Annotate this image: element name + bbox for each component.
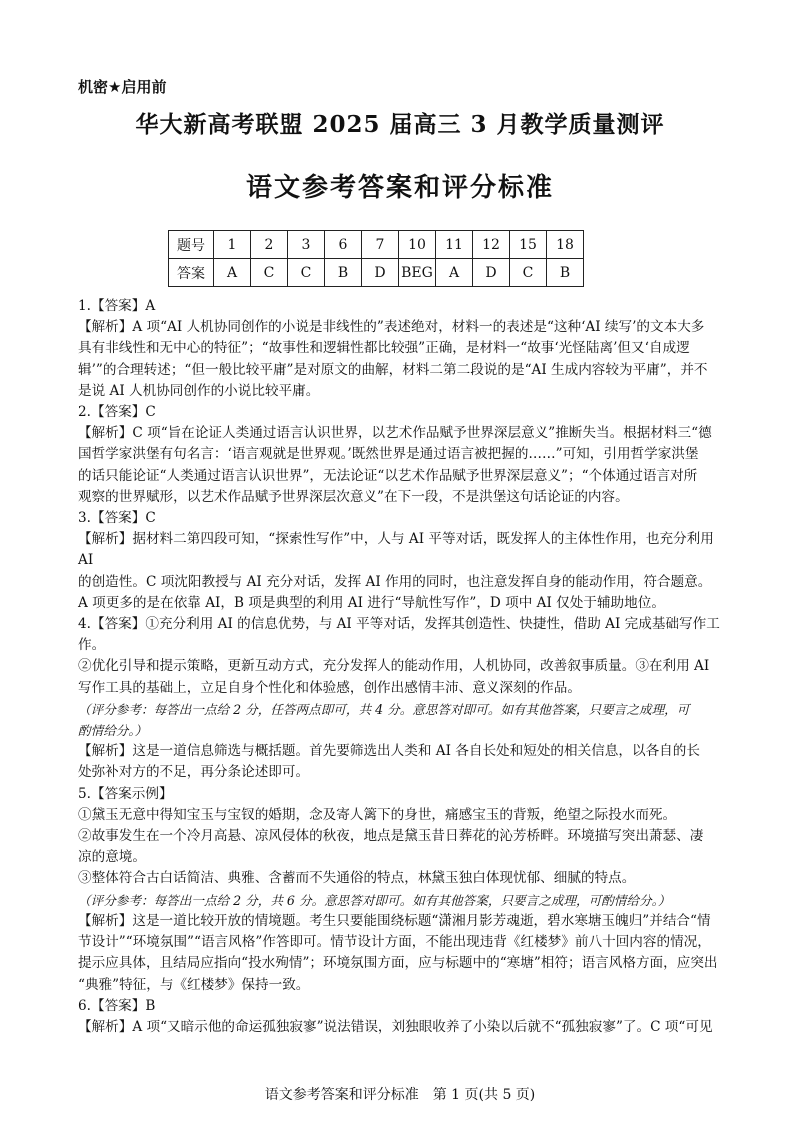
question-number: 15	[510, 231, 547, 259]
question-number: 6	[325, 231, 362, 259]
question-number: 18	[547, 231, 584, 259]
exam-title: 华大新高考联盟 2025 届高三 3 月教学质量测评	[135, 111, 665, 138]
text-line: 处弥补对方的不足，再分条论述即可。	[78, 764, 310, 781]
scoring-note: （评分参考：每答出一点给 2 分，共 6 分。意思答对即可。如有其他答案，只要言之成理，可酌情给分。）	[78, 892, 671, 908]
answer-cell: C	[510, 259, 547, 287]
scoring-note: 酌情给分。）	[78, 723, 148, 739]
answer-cell: C	[251, 259, 288, 287]
question-number: 7	[362, 231, 399, 259]
text-line: 的创造性。C 项沈阳教授与 AI 充分对话，发挥 AI 作用的同时，也注意发挥自身的能动作用，符合题意。	[78, 573, 712, 590]
answer-cell: B	[325, 259, 362, 287]
text-line: 【解析】A 项“又暗示他的命运孤独寂寥”说法错误，刘独眼收养了小染以后就不“孤独寂寥”了。C 项“可见	[78, 1018, 713, 1035]
answer-cell: A	[436, 259, 473, 287]
text-line: ②故事发生在一个冷月高悬、凉风侵体的秋夜，地点是黛玉昔日葬花的沁芳桥畔。环境描写突出萧瑟、凄	[78, 828, 704, 845]
question-number: 10	[399, 231, 436, 259]
question-number: 3	[288, 231, 325, 259]
answer-cell: B	[547, 259, 584, 287]
text-line: 【解析】C 项“旨在论证人类通过语言认识世界，以艺术作品赋予世界深层意义”推断失当。根据材料三“德	[78, 425, 712, 442]
text-line: 节设计”“环境氛围”“语言风格”作答即可。情节设计方面，不能出现违背《红楼梦》前八十回内容的情况，	[78, 934, 711, 951]
text-line: 【解析】A 项“AI 人机协同创作的小说是非线性的”表述绝对，材料一的表述是“这种‘AI 续写’的文本大多	[78, 319, 705, 336]
text-line: 国哲学家洪堡有句名言：‘语言观就是世界观。’既然世界是通过语言被把握的……”可知，引用哲学家洪堡	[78, 446, 699, 463]
text-line: 2.【答案】C	[78, 404, 156, 421]
answer-cell: BEG	[399, 259, 436, 287]
answer-table	[168, 230, 584, 287]
confidential-label: 机密★启用前	[78, 78, 167, 96]
text-line: 具有非线性和无中心的特征”；“故事性和逻辑性都比较强”正确，是材料一“故事‘光怪陆离’但又‘自成逻	[78, 340, 690, 357]
document-subtitle: 语文参考答案和评分标准	[245, 173, 554, 203]
text-line: 【解析】这是一道比较开放的情境题。考生只要能围绕标题“潇湘月影芳魂逝，碧水寒塘玉魄归”并结合“情	[78, 912, 711, 929]
text-line: 是说 AI 人机协同创作的小说比较平庸。	[78, 382, 320, 399]
text-line: 辑’”的合理转述；“但一般比较平庸”是对原文的曲解，材料二第二段说的是“AI 生成内容较为平庸”，并不	[78, 361, 708, 378]
text-line: 3.【答案】C	[78, 510, 156, 527]
text-line: ③整体符合古白话简洁、典雅、含蓄而不失通俗的特点，林黛玉独白体现忧郁、细腻的特点。	[78, 870, 636, 887]
answer-cell: C	[288, 259, 325, 287]
answer-cell: A	[214, 259, 251, 287]
text-line: ①黛玉无意中得知宝玉与宝钗的婚期，念及寄人篱下的身世，痛感宝玉的背叛，绝望之际投水而死。	[78, 806, 677, 823]
question-number: 12	[473, 231, 510, 259]
question-number: 2	[251, 231, 288, 259]
text-line: 写作工具的基础上，立足自身个性化和体验感，创作出感情丰沛、意义深刻的作品。	[78, 679, 581, 696]
text-line: 【解析】这是一道信息筛选与概括题。首先要筛选出人类和 AI 各自长处和短处的相关信息，以各自的长	[78, 743, 700, 760]
text-line: “典雅”特征，与《红楼梦》保持一致。	[78, 976, 310, 993]
page-footer: 语文参考答案和评分标准 第 1 页(共 5 页)	[264, 1087, 536, 1103]
text-line: 的话只能论证“人类通过语言认识世界”，无法论证“以艺术作品赋予世界深层意义”；“个体通过语言对所	[78, 467, 698, 484]
answer-table-number-row	[169, 231, 584, 259]
answer-explanations	[78, 296, 728, 1038]
text-line: 4.【答案】①充分利用 AI 的信息优势，与 AI 平等对话，发挥其创造性、快捷性，借助 AI 完成基础写作工作。	[78, 616, 720, 654]
answer-cell: D	[362, 259, 399, 287]
row-label-answer: 答案	[169, 259, 214, 287]
text-line: 5.【答案示例】	[78, 785, 173, 802]
text-line: 观察的世界赋形，以艺术作品赋予世界深层次意义”在下一段，不是洪堡这句话论证的内容。	[78, 488, 629, 505]
question-number: 1	[214, 231, 251, 259]
scoring-note: （评分参考：每答出一点给 2 分，任答两点即可，共 4 分。意思答对即可。如有其他答案，只要言之成理，可	[78, 701, 690, 717]
text-line: 凉的意境。	[78, 849, 146, 866]
text-line: A 项更多的是在依靠 AI，B 项是典型的利用 AI 进行“导航性写作”，D 项中 AI 仅处于辅助地位。	[78, 594, 665, 611]
answer-cell: D	[473, 259, 510, 287]
text-line: 提示应具体，且结局应指向“投水殉情”；环境氛围方面，应与标题中的“寒塘”相符；语言风格方面，应突出	[78, 955, 718, 972]
question-number: 11	[436, 231, 473, 259]
text-line: 1.【答案】A	[78, 298, 156, 314]
text-line: ②优化引导和提示策略，更新互动方式，充分发挥人的能动作用，人机协同，改善叙事质量。③在利用 AI	[78, 658, 710, 675]
text-line: 【解析】据材料二第四段可知，“探索性写作”中，人与 AI 平等对话，既发挥人的主体性作用，也充分利用 AI	[78, 531, 714, 569]
row-label-number: 题号	[169, 231, 214, 259]
text-line: 6.【答案】B	[78, 997, 156, 1014]
answer-table-answer-row	[169, 259, 584, 287]
